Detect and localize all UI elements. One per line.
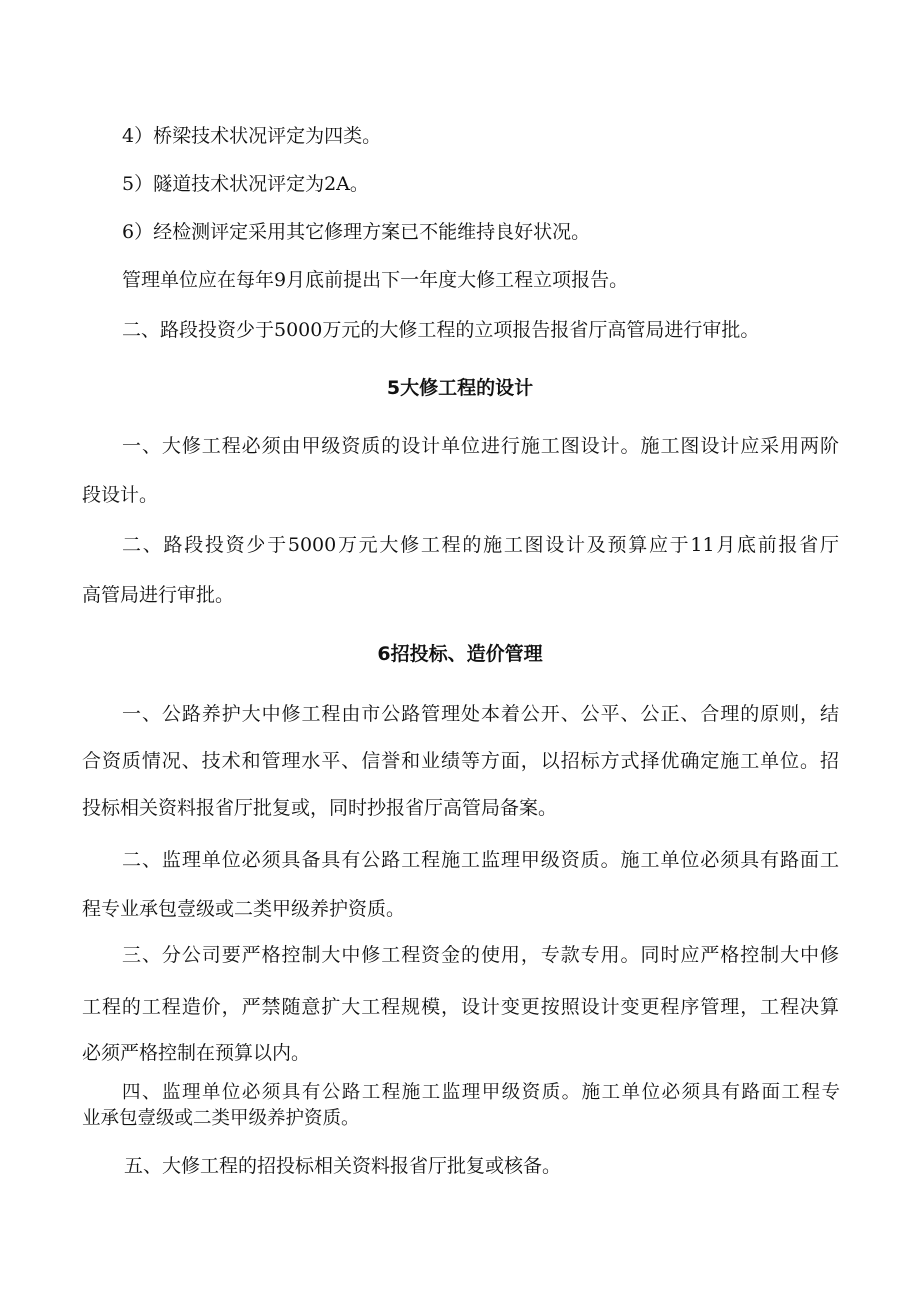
section-6-p2-line2: 程专业承包壹级或二类甲级养护资质。 <box>82 898 406 920</box>
section-6-p1-line1: 一、公路养护大中修工程由市公路管理处本着公开、公平、公正、合理的原则，结 <box>122 703 839 725</box>
section-5-p1-line1: 一、大修工程必须由甲级资质的设计单位进行施工图设计。施工图设计应采用两阶 <box>122 435 839 457</box>
section-5-p1-line2: 段设计。 <box>82 484 159 506</box>
section-6-p3-line2: 工程的工程造价，严禁随意扩大工程规模，设计变更按照设计变更程序管理，工程决算 <box>82 996 839 1018</box>
section-6-p3-line3: 必须严格控制在预算以内。 <box>82 1042 311 1064</box>
section-6-p2-line1: 二、监理单位必须具备具有公路工程施工监理甲级资质。施工单位必须具有路面工 <box>122 849 839 871</box>
approval-paragraph: 二、路段投资少于5000万元的大修工程的立项报告报省厅高管局进行审批。 <box>122 319 760 341</box>
section-6-p4-line1: 四、监理单位必须具有公路工程施工监理甲级资质。施工单位必须具有路面工程专 <box>122 1082 840 1103</box>
list-item-5: 5）隧道技术状况评定为2A。 <box>122 173 369 195</box>
section-6-title: 6招投标、造价管理 <box>377 643 543 665</box>
section-6-p3-line1: 三、分公司要严格控制大中修工程资金的使用，专款专用。同时应严格控制大中修 <box>122 944 839 966</box>
section-6-p1-line2: 合资质情况、技术和管理水平、信誉和业绩等方面，以招标方式择优确定施工单位。招 <box>82 750 839 772</box>
section-6-p4-line2: 业承包壹级或二类甲级养护资质。 <box>82 1108 360 1129</box>
section-5-title: 5大修工程的设计 <box>386 377 534 399</box>
section-6-p1-line3: 投标相关资料报省厅批复或，同时抄报省厅高管局备案。 <box>82 797 558 819</box>
list-item-6: 6）经检测评定采用其它修理方案已不能维持良好状况。 <box>122 221 591 243</box>
deadline-paragraph: 管理单位应在每年9月底前提出下一年度大修工程立项报告。 <box>122 269 629 291</box>
section-6-p5: 五、大修工程的招投标相关资料报省厅批复或核备。 <box>124 1155 562 1177</box>
list-item-4: 4）桥梁技术状况评定为四类。 <box>122 125 382 147</box>
section-5-p2-line2: 高管局进行审批。 <box>82 584 235 606</box>
section-5-p2-line1: 二、路段投资少于5000万元大修工程的施工图设计及预算应于11月底前报省厅 <box>122 534 839 556</box>
